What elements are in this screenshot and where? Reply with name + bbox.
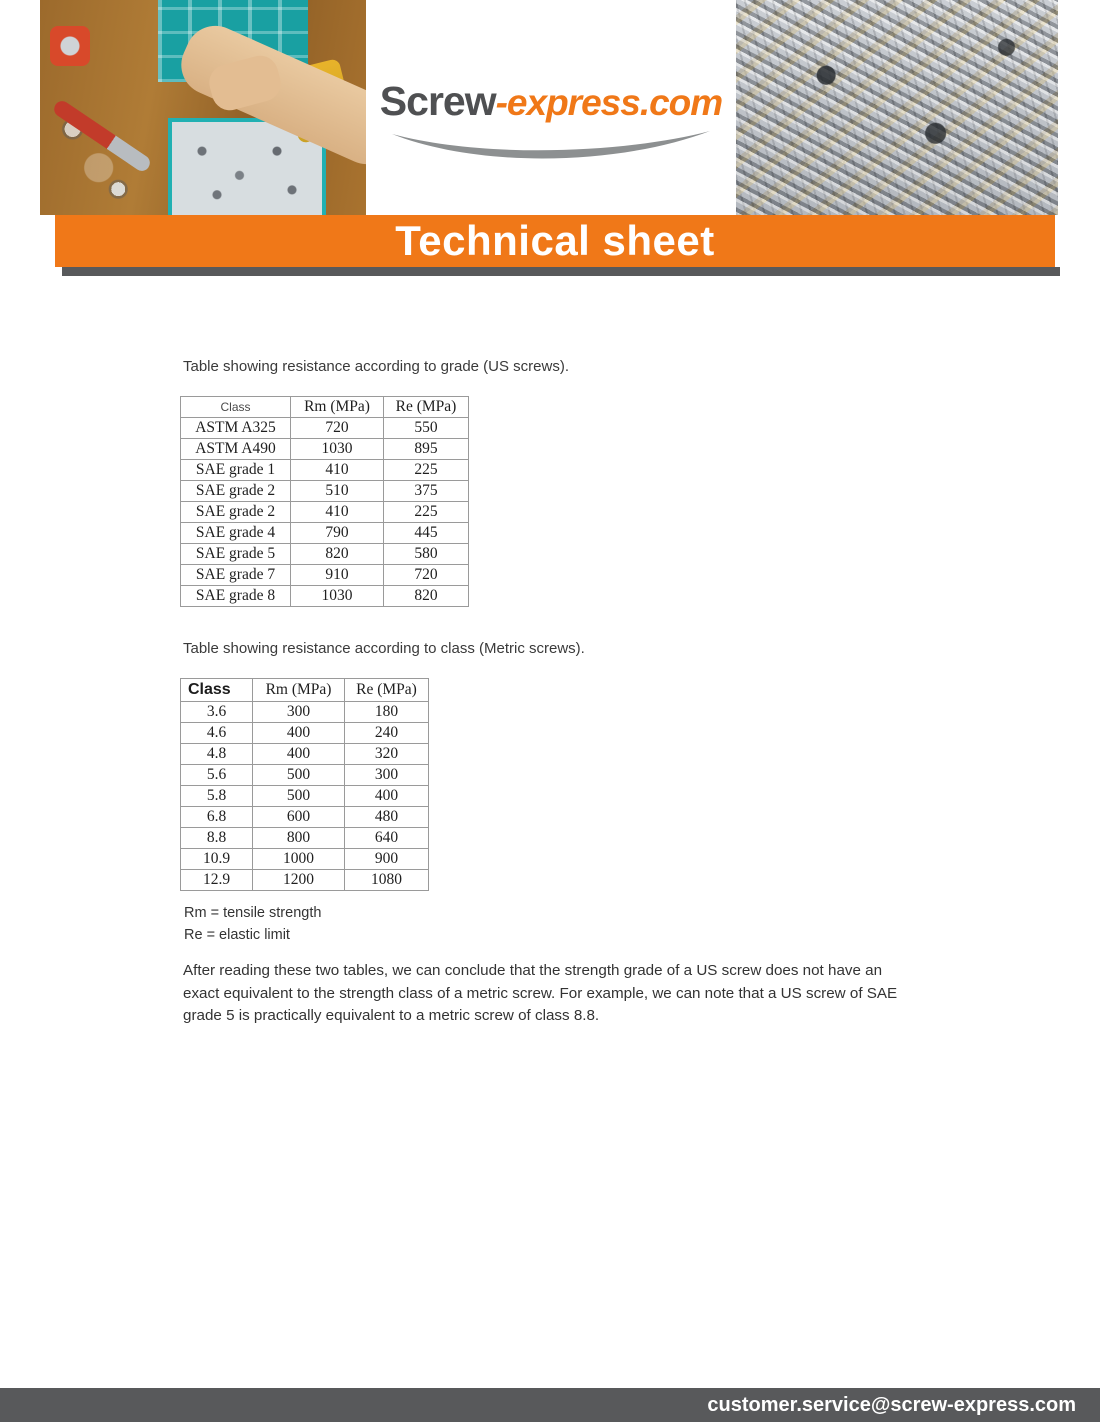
us-table-intro: Table showing resistance according to grade (US screws). — [183, 358, 570, 375]
metric-table-header-row — [181, 679, 429, 702]
table-cell: 640 — [345, 828, 429, 849]
table-row — [181, 786, 429, 807]
metric-table-body — [181, 702, 429, 891]
workbench-photo — [40, 0, 366, 215]
metric-table-header-rm: Rm (MPa) — [253, 679, 345, 702]
table-row — [181, 849, 429, 870]
table-cell: SAE grade 2 — [181, 481, 291, 502]
table-cell: 300 — [345, 765, 429, 786]
metric-table-header-re: Re (MPa) — [345, 679, 429, 702]
table-cell: 3.6 — [181, 702, 253, 723]
table-cell: 820 — [384, 586, 469, 607]
us-grades-table — [180, 396, 469, 607]
table-cell: SAE grade 8 — [181, 586, 291, 607]
screwdriver — [51, 98, 153, 174]
table-cell: 1030 — [291, 586, 384, 607]
table-cell: 400 — [345, 786, 429, 807]
table-cell: SAE grade 2 — [181, 502, 291, 523]
table-row — [181, 702, 429, 723]
table-cell: SAE grade 1 — [181, 460, 291, 481]
table-cell: 720 — [291, 418, 384, 439]
table-cell: 400 — [253, 744, 345, 765]
table-cell: 5.8 — [181, 786, 253, 807]
banner-underline — [62, 267, 1060, 276]
us-table-header-rm: Rm (MPa) — [291, 397, 384, 418]
table-cell: SAE grade 7 — [181, 565, 291, 586]
table-cell: 320 — [345, 744, 429, 765]
table-cell: 8.8 — [181, 828, 253, 849]
table-cell: 480 — [345, 807, 429, 828]
table-cell: 550 — [384, 418, 469, 439]
table-row — [181, 544, 469, 565]
screws-photo — [736, 0, 1058, 215]
table-row — [181, 481, 469, 502]
table-cell: 410 — [291, 460, 384, 481]
table-cell: 895 — [384, 439, 469, 460]
table-cell: 225 — [384, 502, 469, 523]
conclusion-paragraph: After reading these two tables, we can conclude that the strength grade of a US screw does not have an exact equivalent to the strength class of a metric screw. For example, we can note that a US screw of SAE grade 5 is practically equivalent to a metric screw of class 8.8. — [183, 962, 898, 1024]
table-cell: 12.9 — [181, 870, 253, 891]
tape-measure — [50, 26, 90, 66]
table-cell: 6.8 — [181, 807, 253, 828]
table-cell: 1030 — [291, 439, 384, 460]
table-cell: 510 — [291, 481, 384, 502]
table-row — [181, 744, 429, 765]
table-cell: 5.6 — [181, 765, 253, 786]
table-cell: 10.9 — [181, 849, 253, 870]
table-row — [181, 723, 429, 744]
note-re-definition: Re = elastic limit — [184, 927, 290, 943]
table-cell: ASTM A325 — [181, 418, 291, 439]
note-rm-definition: Rm = tensile strength — [184, 905, 322, 921]
table-row — [181, 828, 429, 849]
table-cell: 1200 — [253, 870, 345, 891]
logo — [366, 0, 736, 215]
table-cell: SAE grade 5 — [181, 544, 291, 565]
table-row — [181, 460, 469, 481]
header — [0, 0, 1100, 215]
table-cell: 800 — [253, 828, 345, 849]
us-table-header-row — [181, 397, 469, 418]
metric-classes-table — [180, 678, 429, 891]
table-cell: 240 — [345, 723, 429, 744]
table-row — [181, 523, 469, 544]
table-cell: 900 — [345, 849, 429, 870]
footer-email: customer.service@screw-express.com — [707, 1393, 1076, 1416]
metric-table-header-class: Class — [181, 679, 253, 702]
table-cell: 4.8 — [181, 744, 253, 765]
table-cell: 1080 — [345, 870, 429, 891]
table-cell: 600 — [253, 807, 345, 828]
table-cell: 180 — [345, 702, 429, 723]
logo-text-screw: Screw — [379, 78, 496, 124]
table-row — [181, 870, 429, 891]
table-row — [181, 807, 429, 828]
table-cell: 375 — [384, 481, 469, 502]
footer-bar — [0, 1388, 1100, 1422]
table-cell: 4.6 — [181, 723, 253, 744]
table-cell: 500 — [253, 786, 345, 807]
table-row — [181, 565, 469, 586]
table-cell: SAE grade 4 — [181, 523, 291, 544]
table-row — [181, 765, 429, 786]
table-cell: 410 — [291, 502, 384, 523]
table-row — [181, 586, 469, 607]
table-cell: 1000 — [253, 849, 345, 870]
logo-swoosh — [386, 127, 716, 161]
table-cell: 400 — [253, 723, 345, 744]
table-cell: 720 — [384, 565, 469, 586]
table-cell: 820 — [291, 544, 384, 565]
us-table-header-re: Re (MPa) — [384, 397, 469, 418]
title-banner — [55, 215, 1055, 267]
table-cell: ASTM A490 — [181, 439, 291, 460]
page-title: Technical sheet — [395, 217, 715, 264]
us-table-body — [181, 418, 469, 607]
table-row — [181, 418, 469, 439]
table-row — [181, 439, 469, 460]
logo-text — [366, 78, 736, 125]
table-cell: 580 — [384, 544, 469, 565]
metric-table-intro: Table showing resistance according to class (Metric screws). — [183, 640, 585, 657]
table-cell: 300 — [253, 702, 345, 723]
table-row — [181, 502, 469, 523]
us-table-header-class: Class — [181, 397, 291, 418]
table-cell: 500 — [253, 765, 345, 786]
table-cell: 225 — [384, 460, 469, 481]
table-cell: 910 — [291, 565, 384, 586]
logo-text-express: -express.com — [495, 82, 723, 123]
table-cell: 790 — [291, 523, 384, 544]
table-cell: 445 — [384, 523, 469, 544]
